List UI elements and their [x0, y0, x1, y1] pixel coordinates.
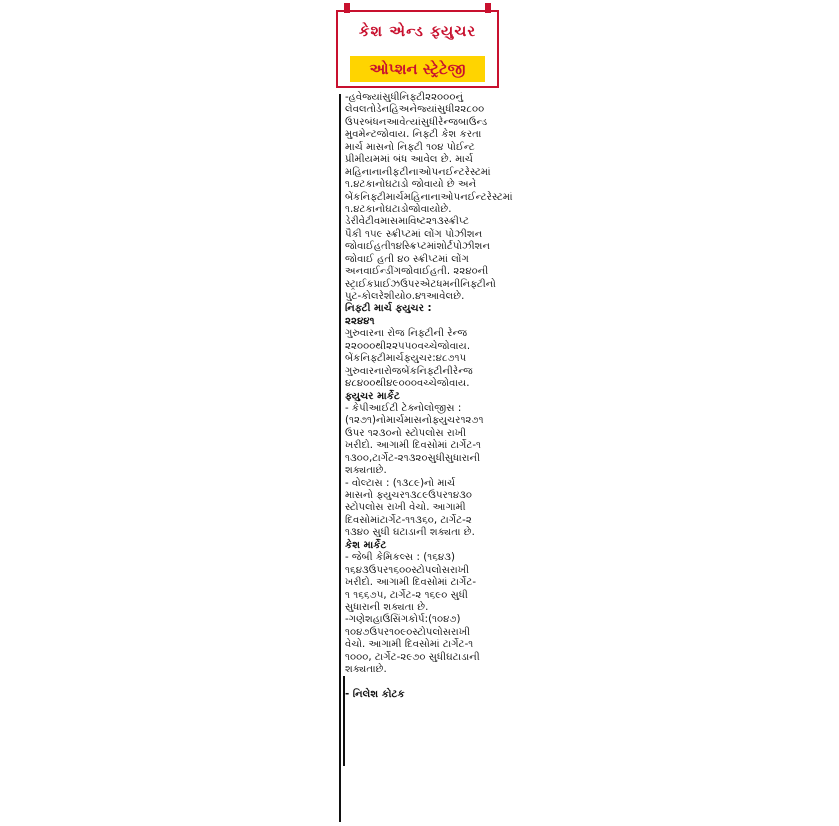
- article-line: માસનો ફ્યુચર૧૩૮૯ઉપર૧૪૩૦: [345, 490, 473, 501]
- article-line: વેચો. આગામી દિવસોમાં ટાર્ગેટ-૧: [345, 639, 474, 651]
- column-header: [336, 10, 499, 88]
- article-line: [345, 677, 495, 689]
- article-line: બેંકનિફ્ટીમાર્ચફ્યુચર:૪૮૭૧૫: [345, 353, 467, 365]
- article-line: ૧ ૧૬૬૭૫, ટાર્ગેટ-૨ ૧૬૯૦ સુધી: [345, 589, 468, 601]
- article-line: દિવસોમાંટાર્ગેટ-૧૧૩૬૦, ટાર્ગેટ-૨: [345, 514, 472, 526]
- article-line: શક્યતાછે.: [345, 465, 387, 477]
- article-heading-line: ૨૨૪૪૧: [345, 315, 375, 327]
- article-line: ઉપર ૧૨૩૦નો સ્ટોપલોસ રાખી: [345, 427, 467, 439]
- article-line: ૧૬૪૩ઉપર૧૬૦૦સ્ટોપલોસરાખી: [345, 564, 470, 576]
- article-line: ૧૦૦૦, ટાર્ગેટ-૨૯૭૦ સુધીઘટાડાની: [345, 651, 480, 663]
- article-line: - જેબી કેમિકલ્સ : (૧૬૪૩): [345, 552, 455, 564]
- article-line: જોવાઈહતી૧૪સ્ક્રિપ્ટમાંશોર્ટપોઝીશન: [345, 241, 491, 253]
- article-line: ખરીદો. આગામી દિવસોમાં ટાર્ગેટ-૧: [345, 440, 482, 452]
- article-line: ૧.૪ટકાનોઘટાડોજોવાયોછે.: [345, 203, 452, 215]
- article-heading-line: - નિલેશ કોટક: [345, 689, 405, 700]
- article-line: - વોલ્ટાસ : (૧૩૮૯)નો માર્ચ: [345, 477, 456, 489]
- article-line: ૧૩૦૦,ટાર્ગેટ-૨૧૩૨૦સુધીસુધારાની: [345, 452, 481, 464]
- article-line: પુટ-કોલરેશીયો૦.૪૧આવેલછે.: [345, 291, 465, 302]
- article-line: પ્રીમીયમમાં બંધ આવેલ છે. માર્ચ: [345, 154, 474, 166]
- article-line: ખરીદો. આગામી દિવસોમાં ટાર્ગેટ-: [345, 577, 477, 589]
- article-line: -ગણેશહાઉસિંગકોર્પ:(૧૦૪૭): [345, 614, 461, 626]
- article-line: સુધારાની શક્યતા છે.: [345, 601, 429, 613]
- article-line: ગુરુવારના રોજ નિફ્ટીની રેન્જ: [345, 328, 468, 340]
- article-heading-line: ફ્યુચર માર્કેટ: [345, 390, 400, 402]
- article-heading-line: કેશ માર્કેટ: [345, 539, 387, 551]
- article-line: મહિનાનાનીફટીનાઓપનઈન્ટરેસ્ટમાં: [345, 166, 491, 178]
- header-tab-right: [485, 3, 491, 13]
- article-line: ૪૮૪૦૦થી૪૯૦૦૦વચ્ચેજોવાય.: [345, 378, 470, 390]
- article-line: ૨૨૦૦૦થી૨૨૫૫૦વચ્ચેજોવાય.: [345, 340, 471, 352]
- article-line: શક્યતાછે.: [345, 664, 387, 676]
- article-line: જોવાઈ હતી ૪૦ સ્ક્રીપ્ટમાં લોંગ: [345, 253, 469, 265]
- article-heading-line: નિફ્ટી માર્ચ ફ્યુચર :: [345, 303, 432, 315]
- article-line: ડેરીવેટીવમાસમાવિષ્ટ૨૧૩સ્ક્રીપ્ટ: [345, 216, 470, 228]
- article-line: અનવાઈન્ડીંગજોવાઈહતી. ૨૨૪૦ની: [345, 266, 489, 278]
- article-line: (૧૨૭૧)નોમાર્ચમાસનોફ્યુચર૧૨૭૧: [345, 415, 484, 427]
- article-line: ૧.૪ટકાનોઘટાડો જોવાયો છે અને: [345, 179, 477, 191]
- article-body: [345, 92, 513, 701]
- header-tab-left: [344, 3, 350, 13]
- article-line: લેવલતોડેનહિઅનેજ્યાંસુધી૨૨૮૦૦: [345, 104, 485, 116]
- article-line: ૧૦૪૭ઉપર૧૦૯૦સ્ટોપલોસરાખી: [345, 626, 471, 638]
- article-line: મુવમેન્ટજોવાય. નિફ્ટી કેશ કરતા: [345, 129, 482, 141]
- article-line: પૈકી ૧૫૯ સ્ક્રીપ્ટમાં લોંગ પોઝીશન: [345, 228, 483, 240]
- article-line: માર્ચ માસનો નિફ્ટી ૧૦૪ પોઈન્ટ: [345, 141, 475, 153]
- article-line: ઉપરબંધનઆવેત્યાંસુધીરેન્જબાઉન્ડ: [345, 116, 488, 128]
- article-line: સ્ટોપલોસ રાખી વેચો. આગામી: [345, 502, 466, 514]
- column-subtitle: ઓપ્શન સ્ટ્રેટેજી: [350, 56, 485, 82]
- column-title: કેશ એન્ડ ફ્યુચર: [358, 22, 477, 40]
- article-line: -હવેજ્યાંસુધીનિફ્ટી૨૨૦૦૦નું: [345, 92, 464, 103]
- article-line: બેંકનિફ્ટીમાર્ચમહિનાનાઓપનઈન્ટરેસ્ટમાં: [345, 191, 513, 203]
- column-rule: [339, 94, 341, 822]
- article-line: - કેપીઆઈટી ટેક્નોલોજીસ :: [345, 402, 462, 414]
- article-line: સ્ટ્રાઈકપ્રાઈઝઉપરએટધમનીનિફ્ટીનો: [345, 278, 496, 290]
- article-line: ૧૩૪૦ સુધી ઘટાડાની શક્યતા છે.: [345, 527, 475, 539]
- article-line: ગુરુવારનારોજબેંકનિફ્ટીનીરેન્જ: [345, 365, 473, 377]
